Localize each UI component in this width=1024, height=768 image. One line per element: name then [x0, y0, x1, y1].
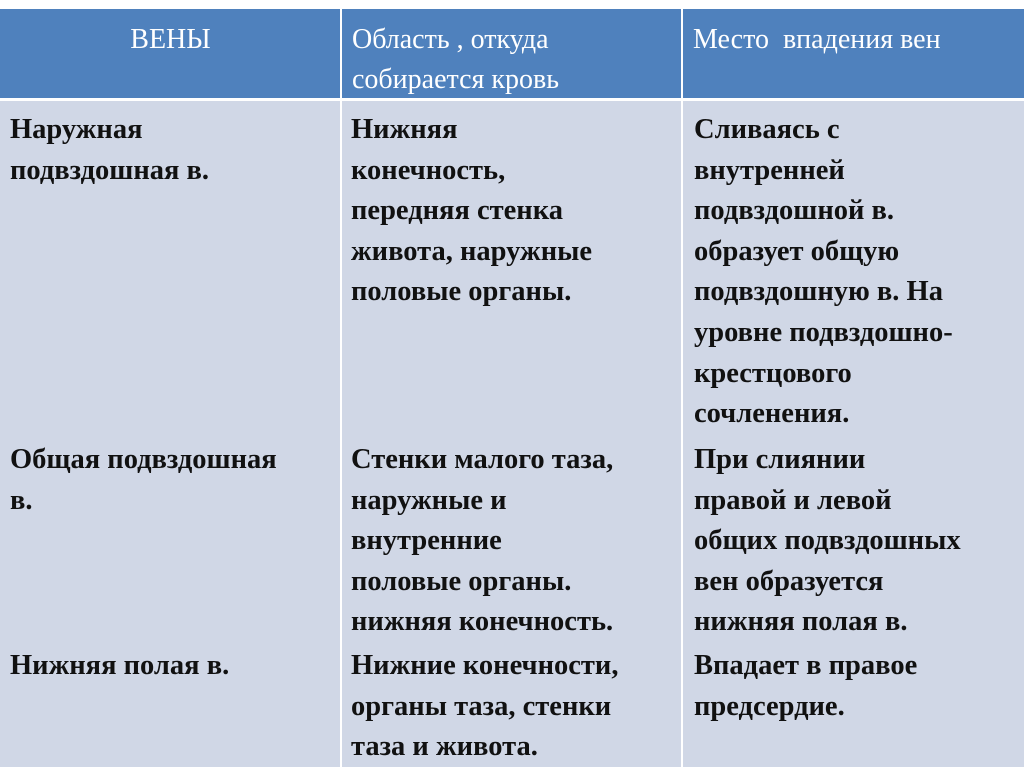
row-3-place: Впадает в правое предсердие. — [694, 650, 918, 722]
column-divider — [340, 9, 342, 767]
header-region: Область , откуда собирается кровь — [352, 24, 559, 95]
row-3-vein: Нижняя полая в. — [10, 650, 230, 681]
veins-table — [0, 9, 1024, 767]
row-2-vein: Общая подвздошная в. — [10, 444, 277, 516]
column-divider — [681, 9, 683, 767]
row-1-region: Нижняя конечность, передняя стенка живота, наружные половые органы. — [351, 114, 593, 308]
header-veins: ВЕНЫ — [130, 24, 211, 55]
header-divider — [0, 98, 1024, 101]
table-header — [0, 9, 1024, 100]
row-2-place: При слиянии правой и левой общих подвздошных вен образуется нижняя полая в. — [694, 444, 961, 638]
header-place: Место впадения вен — [693, 24, 941, 55]
row-1-place: Сливаясь с внутренней подвздошной в. образует общую подвздошную в. На уровне подвздошно- крестцового сочленения. — [694, 114, 953, 430]
row-2-region: Стенки малого таза, наружные и внутренние половые органы. нижняя конечность. — [351, 444, 614, 638]
row-3-region: Нижние конечности, органы таза, стенки таза и живота. — [351, 650, 619, 763]
row-1-vein: Наружная подвздошная в. — [10, 114, 210, 186]
